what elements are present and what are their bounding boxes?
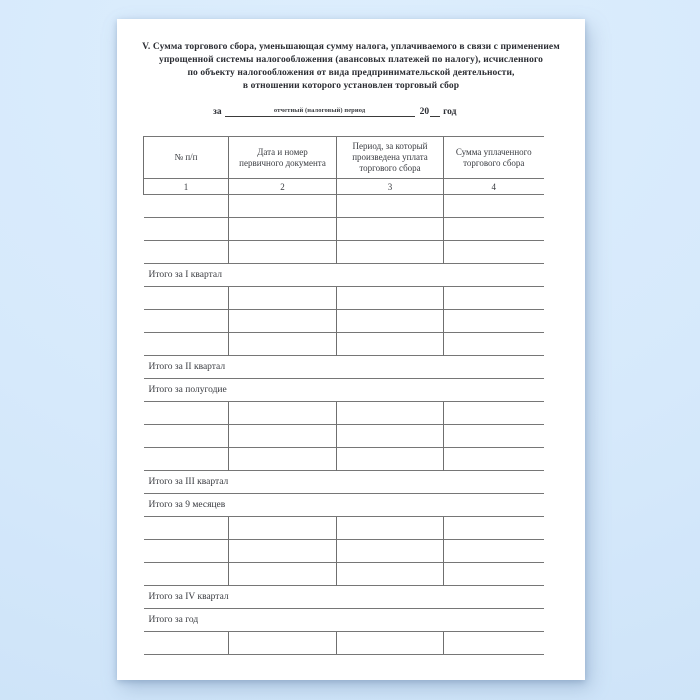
empty-cell [444,448,544,471]
empty-cell [229,402,337,425]
total-row-label: Итого за полугодие [144,379,544,402]
empty-cell [229,241,337,264]
total-row-label: Итого за 9 месяцев [144,494,544,517]
table-header-row [144,137,544,179]
total-row [144,494,544,517]
period-prefix-label: за [213,107,222,117]
title-line-2: упрощенной системы налогообложения (авансовых платежей по налогу), исчисленного [158,55,544,65]
empty-cell [337,425,444,448]
empty-cell [444,218,544,241]
empty-cell [337,218,444,241]
empty-cell [229,333,337,356]
empty-cell [144,425,229,448]
empty-cell [144,287,229,310]
column-numbers-row [144,179,544,195]
table-row [144,287,544,310]
header-document-date-number: Дата и номер первичного документа [229,137,337,179]
empty-cell [337,310,444,333]
empty-cell [229,195,337,218]
empty-cell [144,632,229,655]
form-table-body [144,195,544,655]
empty-cell [444,310,544,333]
empty-cell [337,517,444,540]
column-number: 2 [229,179,337,195]
empty-cell [444,195,544,218]
table-row [144,517,544,540]
empty-cell [229,218,337,241]
table-row [144,402,544,425]
total-row-label: Итого за III квартал [144,471,544,494]
table-row [144,448,544,471]
column-number: 4 [444,179,544,195]
section-title [117,41,585,93]
table-row [144,333,544,356]
table-row [144,218,544,241]
empty-cell [337,195,444,218]
empty-cell [337,563,444,586]
empty-cell [144,218,229,241]
title-line-4: в отношении которого установлен торговый сбор [242,81,460,91]
document-page [117,19,585,680]
empty-cell [229,540,337,563]
total-row [144,356,544,379]
empty-cell [444,563,544,586]
total-row [144,379,544,402]
empty-cell [229,310,337,333]
empty-cell [144,540,229,563]
total-row [144,609,544,632]
table-row [144,563,544,586]
empty-cell [144,241,229,264]
title-line-1: V. Сумма торгового сбора, уменьшающая сумму налога, уплачиваемого в связи с применением [142,42,560,52]
empty-cell [144,517,229,540]
total-row-label: Итого за IV квартал [144,586,544,609]
trade-levy-table [143,136,544,655]
period-line [213,105,585,117]
empty-cell [444,540,544,563]
empty-cell [337,448,444,471]
empty-cell [144,333,229,356]
column-number: 1 [144,179,229,195]
empty-cell [444,287,544,310]
total-row-label: Итого за год [144,609,544,632]
total-row-label: Итого за II квартал [144,356,544,379]
empty-cell [444,632,544,655]
empty-cell [337,540,444,563]
total-row-label: Итого за I квартал [144,264,544,287]
title-line-3: по объекту налогообложения от вида предпринимательской деятельности, [187,68,515,78]
period-blank-field [225,105,415,117]
empty-cell [229,632,337,655]
table-row [144,425,544,448]
header-row-number: № п/п [144,137,229,179]
empty-cell [337,241,444,264]
empty-cell [229,448,337,471]
empty-cell [444,402,544,425]
table-row [144,195,544,218]
table-row [144,540,544,563]
total-row [144,586,544,609]
empty-cell [337,287,444,310]
year-prefix-label: 20 [419,107,430,117]
empty-cell [144,310,229,333]
header-paid-amount: Сумма уплаченного торгового сбора [444,137,544,179]
table-row [144,310,544,333]
empty-cell [229,517,337,540]
empty-cell [444,517,544,540]
period-caption: отчетный (налоговый) период [273,107,366,114]
empty-cell [144,195,229,218]
empty-cell [144,402,229,425]
year-blank-field [430,105,440,117]
table-row [144,241,544,264]
empty-cell [444,425,544,448]
empty-cell [144,563,229,586]
empty-cell [337,632,444,655]
empty-cell [337,402,444,425]
empty-cell [337,333,444,356]
table-row [144,632,544,655]
header-payment-period: Период, за который произведена уплата торгового сбора [337,137,444,179]
total-row [144,264,544,287]
empty-cell [229,425,337,448]
empty-cell [144,448,229,471]
column-number: 3 [337,179,444,195]
empty-cell [229,563,337,586]
year-suffix-label: год [443,107,457,117]
empty-cell [444,241,544,264]
total-row [144,471,544,494]
empty-cell [444,333,544,356]
empty-cell [229,287,337,310]
